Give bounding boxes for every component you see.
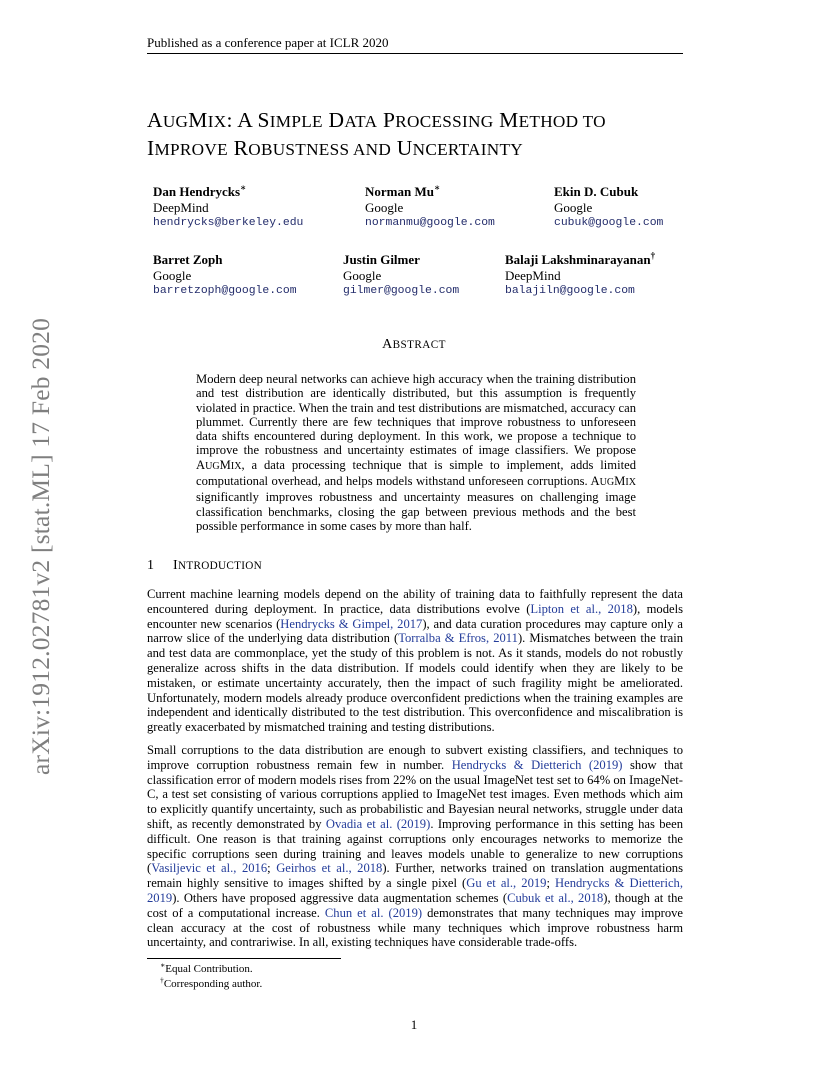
method-name: AUGMIX xyxy=(196,457,242,472)
intro-paragraph-1: Current machine learning models depend on the ability of training data to faithfully represent the data encountered during deployment. In practice, data distributions evolve (Lipton et al., 2018), models encounter new scenarios (Hendrycks & Gimpel, 2017), and data curation procedures may capture only a narrow slice of the underlying data distribution (Torralba & Efros, 2011). Mismatches between the train and test data are commonplace, yet the study of this problem is not. As it stands, models do not robustly generalize across shifts in the data distribution. If models could identify when they are likely to be mistaken, or estimate uncertainty accurately, then the impact of such fragility might be ameliorated. Unfortunately, modern models already produce overconfident predictions when the training examples are independent and identically distributed to the test distribution. This overconfidence and miscalibration is greatly exacerbated by mismatched training and testing distributions. xyxy=(147,587,683,735)
section-heading: 1 INTRODUCTION xyxy=(147,558,263,573)
abstract-body: Modern deep neural networks can achieve high accuracy when the training distribution and test distribution are identically distributed, but this assumption is frequently violated in practice. When the train and test distributions are mismatched, accuracy can plummet. Currently there are few techniques that improve robustness to unforeseen data shifts encountered during deployment. In this work, we propose a technique to improve the robustness and uncertainty estimates of image classifiers. We propose AUGMIX, a data processing technique that is simple to implement, adds limited computational overhead, and helps models withstand unforeseen corruptions. AUGMIX significantly improves robustness and uncertainty measures on challenging image classification benchmarks, closing the gap between previous methods and the best possible performance in some cases by more than half. xyxy=(196,372,636,533)
footnote-rule xyxy=(147,958,341,959)
citation-link[interactable]: Hendrycks & Dietterich (2019) xyxy=(451,757,623,772)
author-block xyxy=(554,184,663,232)
intro-paragraph-2: Small corruptions to the data distribution are enough to subvert existing classifiers, and techniques to improve corruption robustness remain few in number. Hendrycks & Dietterich (2019) show that classification error of modern models rises from 22% on the usual ImageNet test set to 64% on ImageNet-C, a test set consisting of various corruptions applied to ImageNet test images. Even methods which aim to explicitly quantify uncertainty, such as probabilistic and Bayesian neural networks, struggle under data shift, as recently demonstrated by Ovadia et al. (2019). Improving performance in this setting has been difficult. One reason is that training against corruptions only encourages networks to memorize the specific corruptions seen during training and leaves models unable to generalize to new corruptions (Vasiljevic et al., 2016; Geirhos et al., 2018). Further, networks trained on translation augmentations remain highly sensitive to images shifted by a single pixel (Gu et al., 2019; Hendrycks & Dietterich, 2019). Others have proposed aggressive data augmentation schemes (Cubuk et al., 2018), though at the cost of a computational increase. Chun et al. (2019) demonstrates that many techniques may improve clean accuracy at the cost of robustness while many techniques which improve robustness harm uncertainty, and contrariwise. In all, existing techniques have considerable trade-offs. xyxy=(147,743,684,950)
author-email[interactable]: balajiln@google.com xyxy=(505,285,635,297)
author-affiliation: Google xyxy=(365,199,404,215)
footnote: ∗Equal Contribution. xyxy=(160,960,253,975)
abstract-heading: ABSTRACT xyxy=(382,337,446,352)
citation-link[interactable]: Cubuk et al., 2018 xyxy=(507,890,604,905)
method-name: AUGMIX xyxy=(590,474,636,489)
author-affiliation: DeepMind xyxy=(153,199,209,215)
author-name: Balaji Lakshminarayanan† xyxy=(505,250,656,267)
author-name: Norman Mu∗ xyxy=(365,182,441,199)
author-affiliation: DeepMind xyxy=(505,267,561,283)
author-email[interactable]: hendrycks@berkeley.edu xyxy=(153,217,304,229)
paper-title-line-2: IMPROVE ROBUSTNESS AND UNCERTAINTY xyxy=(147,136,524,160)
author-email[interactable]: barretzoph@google.com xyxy=(153,285,297,297)
author-email[interactable]: cubuk@google.com xyxy=(554,217,664,229)
author-name: Justin Gilmer xyxy=(343,252,420,267)
paper-title-line-1: AUGMIX: A SIMPLE DATA PROCESSING METHOD TO xyxy=(147,108,606,132)
author-email[interactable]: gilmer@google.com xyxy=(343,285,460,297)
author-block xyxy=(153,184,303,232)
citation-link[interactable]: Gu et al., 2019 xyxy=(466,876,547,891)
header-rule xyxy=(147,53,683,54)
citation-link[interactable]: Ovadia et al. (2019) xyxy=(325,816,431,831)
author-name: Dan Hendrycks∗ xyxy=(153,182,247,199)
page-number: 1 xyxy=(410,1017,418,1032)
author-affiliation: Google xyxy=(343,267,382,283)
author-block xyxy=(365,184,495,232)
author-name: Barret Zoph xyxy=(153,252,223,267)
footnote: †Corresponding author. xyxy=(160,975,263,990)
citation-link[interactable]: Hendrycks & Dietterich, 2019 xyxy=(147,876,684,905)
citation-link[interactable]: Torralba & Efros, 2011 xyxy=(398,631,518,646)
author-name: Ekin D. Cubuk xyxy=(554,184,639,199)
arxiv-side-stamp: arXiv:1912.02781v2 [stat.ML] 17 Feb 2020 xyxy=(26,317,55,775)
author-affiliation: Google xyxy=(153,267,192,283)
citation-link[interactable]: Vasiljevic et al., 2016 xyxy=(151,861,268,876)
citation-link[interactable]: Chun et al. (2019) xyxy=(324,905,423,920)
author-email[interactable]: normanmu@google.com xyxy=(365,217,495,229)
author-block xyxy=(343,252,459,300)
author-block xyxy=(153,252,297,300)
citation-link[interactable]: Geirhos et al., 2018 xyxy=(276,861,383,876)
citation-link[interactable]: Hendrycks & Gimpel, 2017 xyxy=(280,616,423,631)
citation-link[interactable]: Lipton et al., 2018 xyxy=(530,601,633,616)
running-head: Published as a conference paper at ICLR 2020 xyxy=(147,35,389,50)
author-affiliation: Google xyxy=(554,199,593,215)
author-block xyxy=(505,252,655,300)
